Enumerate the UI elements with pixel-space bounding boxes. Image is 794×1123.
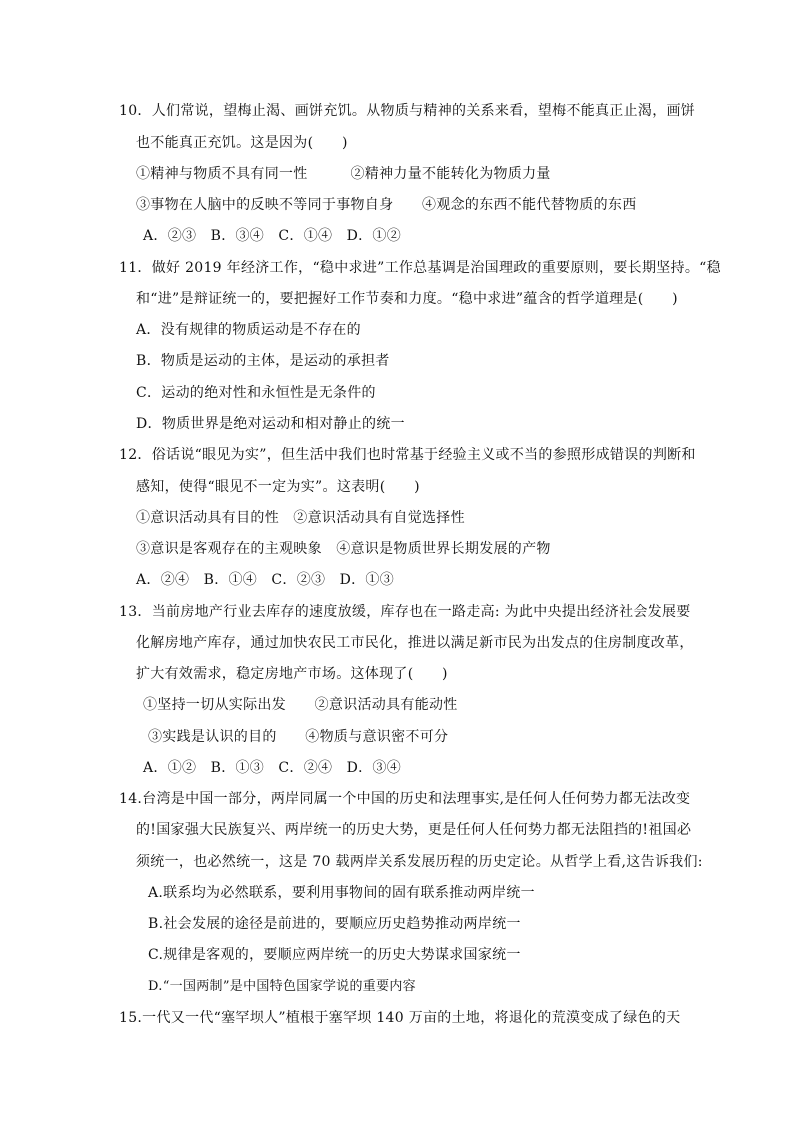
q12-option-line-1: ①意识活动具有目的性 ②意识活动具有自觉选择性: [136, 510, 465, 526]
q10-stem-line-2: 也不能真正充饥。这是因为( ): [136, 135, 348, 151]
q15-stem-line-1: 15.一代又一代“塞罕坝人”植根于塞罕坝 140 万亩的土地，将退化的荒漠变成了绿色的天: [119, 1010, 681, 1026]
q11-stem-line-2: 和“进”是辩证统一的，要把握好工作节奏和力度。“稳中求进”蕴含的哲学道理是( ): [136, 291, 678, 307]
q13-stem-line-2: 化解房地产库存，通过加快农民工市民化，推进以满足新市民为出发点的住房制度改革，: [136, 635, 694, 651]
q14-option-a: A.联系均为必然联系，要利用事物间的固有联系推动两岸统一: [148, 885, 535, 901]
q12-stem-line-1: 12．俗话说“眼见为实”，但生活中我们也时常基于经验主义或不当的参照形成错误的判断和: [119, 447, 696, 463]
q14-stem-line-2: 的!国家强大民族复兴、两岸统一的历史大势，更是任何人任何势力都无法阻挡的!祖国必: [136, 822, 692, 838]
q11-option-b: B．物质是运动的主体，是运动的承担者: [136, 353, 390, 369]
q11-option-a: A．没有规律的物质运动是不存在的: [136, 322, 361, 338]
q11-stem-line-1: 11．做好 2019 年经济工作，“稳中求进”工作总基调是治国理政的重要原则，要长期坚持。“稳: [119, 260, 721, 276]
q13-option-line-1: ①坚持一切从实际出发 ②意识活动具有能动性: [143, 697, 458, 713]
q10-option-line-1: ①精神与物质不具有同一性 ②精神力量不能转化为物质力量: [136, 166, 551, 182]
q10-stem-line-1: 10．人们常说，望梅止渴、画饼充饥。从物质与精神的关系来看，望梅不能真正止渴，画饼: [119, 103, 696, 119]
q11-option-d: D．物质世界是绝对运动和相对静止的统一: [136, 416, 405, 432]
q14-option-b: B.社会发展的途径是前进的，要顺应历史趋势推动两岸统一: [148, 916, 521, 932]
q13-stem-line-3: 扩大有效需求，稳定房地产市场。这体现了( ): [136, 666, 448, 682]
q12-option-line-2: ③意识是客观存在的主观映象 ④意识是物质世界长期发展的产物: [136, 541, 551, 557]
q12-stem-line-2: 感知，使得“眼见不一定为实”。这表明( ): [136, 479, 420, 495]
q12-answer-choices: A．②④ B．①④ C．②③ D．①③: [136, 572, 395, 588]
q14-option-c: C.规律是客观的，要顺应两岸统一的历史大势谋求国家统一: [148, 947, 521, 963]
q14-stem-line-1: 14.台湾是中国一部分，两岸同属一个中国的历史和法理事实,是任何人任何势力都无法改变: [119, 791, 691, 807]
q13-answer-choices: A．①② B．①③ C．②④ D．③④: [143, 760, 402, 776]
q14-stem-line-3: 须统一，也必然统一，这是 70 载两岸关系发展历程的历史定论。从哲学上看,这告诉我们:: [136, 854, 703, 870]
q13-stem-line-1: 13．当前房地产行业去库存的速度放缓，库存也在一路走高: 为此中央提出经济社会发展要: [119, 604, 691, 620]
q11-option-c: C．运动的绝对性和永恒性是无条件的: [136, 385, 376, 401]
q10-option-line-2: ③事物在人脑中的反映不等同于事物自身 ④观念的东西不能代替物质的东西: [136, 197, 637, 213]
q13-option-line-2: ③实践是认识的目的 ④物质与意识密不可分: [148, 729, 449, 745]
q10-answer-choices: A．②③ B．③④ C．①④ D．①②: [143, 228, 402, 244]
q14-option-d: D.“一国两制”是中国特色国家学说的重要内容: [148, 979, 416, 994]
